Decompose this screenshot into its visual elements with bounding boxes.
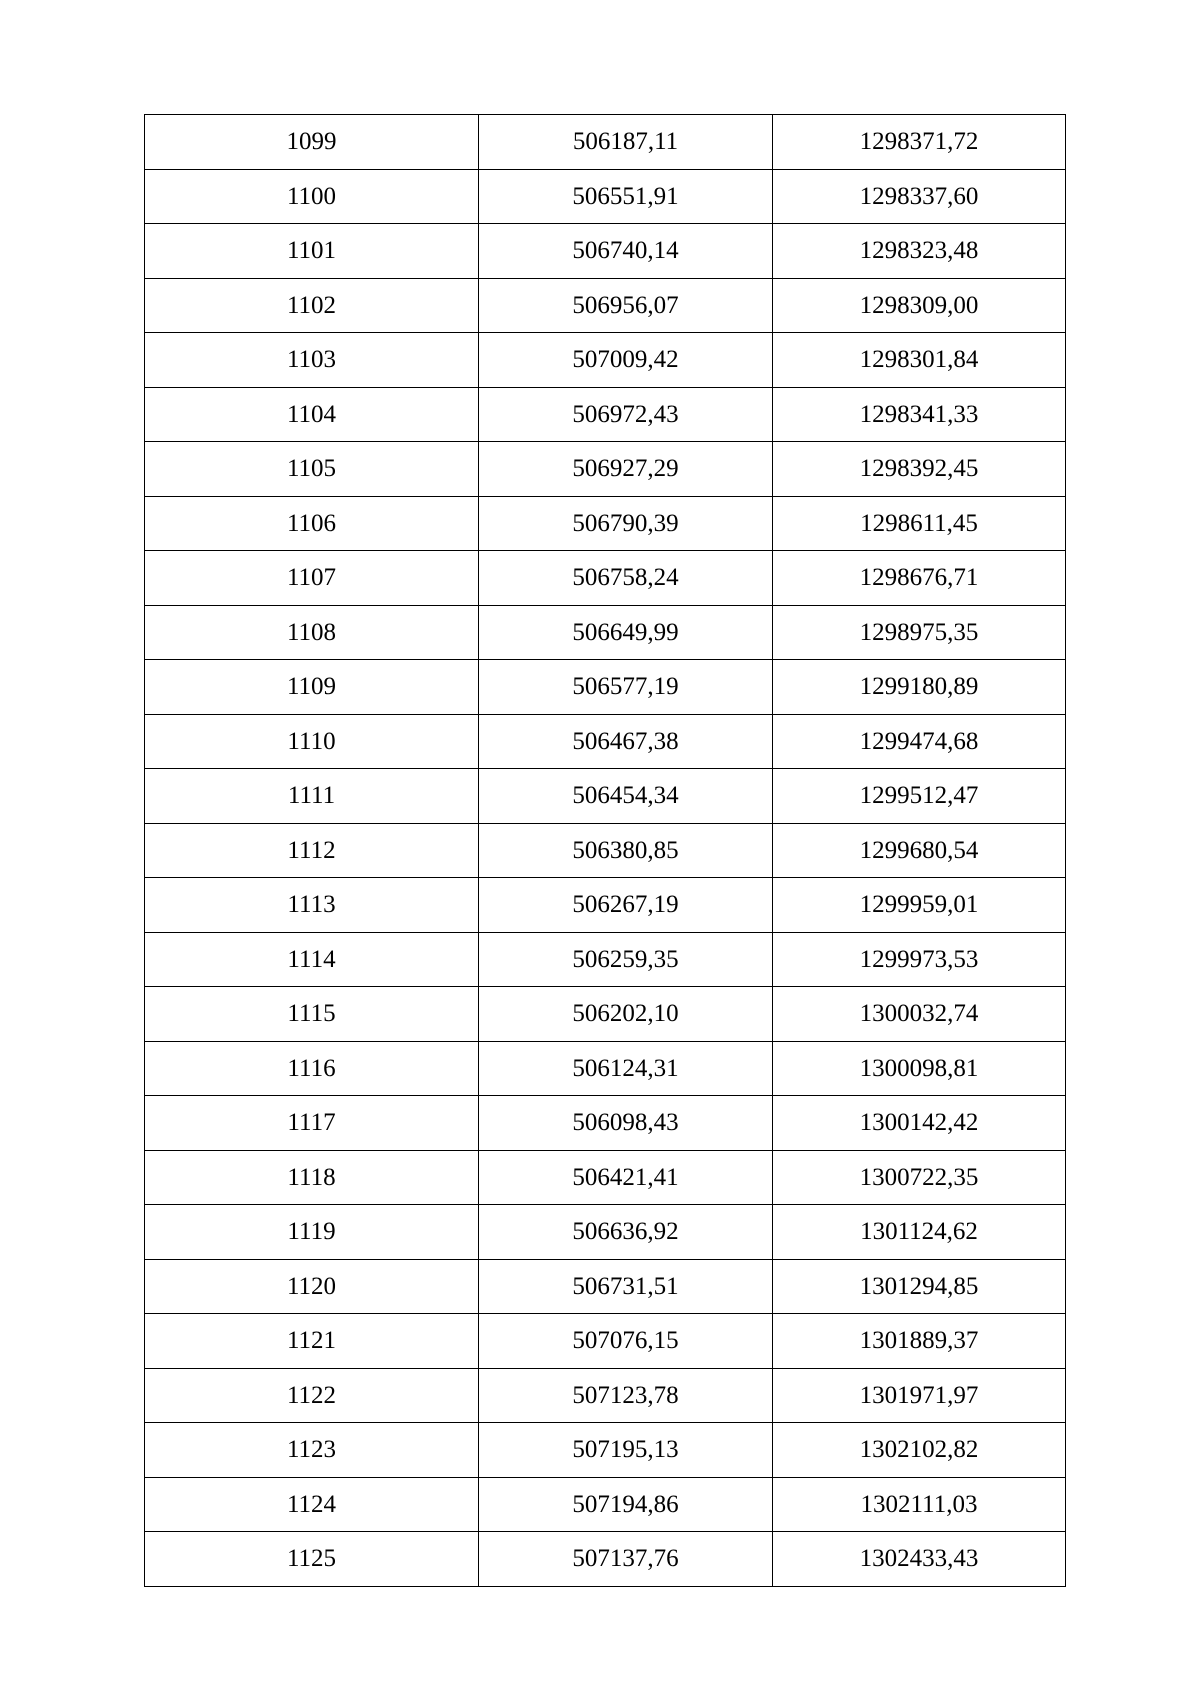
point-number-cell: 1117 <box>145 1096 479 1151</box>
point-number-cell: 1114 <box>145 932 479 987</box>
coordinates-table-body <box>145 115 1066 1587</box>
y-coordinate-cell: 1300142,42 <box>773 1096 1066 1151</box>
point-number-cell: 1109 <box>145 660 479 715</box>
y-coordinate-cell: 1299512,47 <box>773 769 1066 824</box>
table-row <box>145 714 1066 769</box>
point-number-cell: 1116 <box>145 1041 479 1096</box>
table-row <box>145 496 1066 551</box>
point-number-cell: 1119 <box>145 1205 479 1260</box>
x-coordinate-cell: 506972,43 <box>479 387 773 442</box>
point-number-cell: 1106 <box>145 496 479 551</box>
x-coordinate-cell: 506267,19 <box>479 878 773 933</box>
x-coordinate-cell: 507009,42 <box>479 333 773 388</box>
table-row <box>145 169 1066 224</box>
point-number-cell: 1111 <box>145 769 479 824</box>
table-row <box>145 932 1066 987</box>
x-coordinate-cell: 506649,99 <box>479 605 773 660</box>
x-coordinate-cell: 507123,78 <box>479 1368 773 1423</box>
table-row <box>145 1259 1066 1314</box>
y-coordinate-cell: 1300722,35 <box>773 1150 1066 1205</box>
table-row <box>145 605 1066 660</box>
point-number-cell: 1100 <box>145 169 479 224</box>
table-row <box>145 1423 1066 1478</box>
point-number-cell: 1123 <box>145 1423 479 1478</box>
x-coordinate-cell: 506380,85 <box>479 823 773 878</box>
table-row <box>145 878 1066 933</box>
table-row <box>145 115 1066 170</box>
x-coordinate-cell: 506927,29 <box>479 442 773 497</box>
y-coordinate-cell: 1299680,54 <box>773 823 1066 878</box>
table-row <box>145 1532 1066 1587</box>
point-number-cell: 1105 <box>145 442 479 497</box>
point-number-cell: 1102 <box>145 278 479 333</box>
x-coordinate-cell: 506731,51 <box>479 1259 773 1314</box>
y-coordinate-cell: 1298341,33 <box>773 387 1066 442</box>
table-row <box>145 278 1066 333</box>
y-coordinate-cell: 1300032,74 <box>773 987 1066 1042</box>
table-row <box>145 769 1066 824</box>
x-coordinate-cell: 506956,07 <box>479 278 773 333</box>
y-coordinate-cell: 1298611,45 <box>773 496 1066 551</box>
point-number-cell: 1115 <box>145 987 479 1042</box>
y-coordinate-cell: 1301971,97 <box>773 1368 1066 1423</box>
table-row <box>145 387 1066 442</box>
x-coordinate-cell: 506259,35 <box>479 932 773 987</box>
y-coordinate-cell: 1302111,03 <box>773 1477 1066 1532</box>
point-number-cell: 1125 <box>145 1532 479 1587</box>
x-coordinate-cell: 507194,86 <box>479 1477 773 1532</box>
table-row <box>145 1096 1066 1151</box>
point-number-cell: 1122 <box>145 1368 479 1423</box>
y-coordinate-cell: 1298337,60 <box>773 169 1066 224</box>
y-coordinate-cell: 1298392,45 <box>773 442 1066 497</box>
x-coordinate-cell: 506098,43 <box>479 1096 773 1151</box>
point-number-cell: 1113 <box>145 878 479 933</box>
y-coordinate-cell: 1302102,82 <box>773 1423 1066 1478</box>
point-number-cell: 1120 <box>145 1259 479 1314</box>
point-number-cell: 1118 <box>145 1150 479 1205</box>
point-number-cell: 1124 <box>145 1477 479 1532</box>
table-row <box>145 442 1066 497</box>
y-coordinate-cell: 1301124,62 <box>773 1205 1066 1260</box>
point-number-cell: 1101 <box>145 224 479 279</box>
y-coordinate-cell: 1299474,68 <box>773 714 1066 769</box>
y-coordinate-cell: 1298309,00 <box>773 278 1066 333</box>
table-row <box>145 987 1066 1042</box>
x-coordinate-cell: 506467,38 <box>479 714 773 769</box>
x-coordinate-cell: 506454,34 <box>479 769 773 824</box>
x-coordinate-cell: 506421,41 <box>479 1150 773 1205</box>
x-coordinate-cell: 506551,91 <box>479 169 773 224</box>
table-row <box>145 1041 1066 1096</box>
coordinates-table <box>144 114 1066 1587</box>
table-row <box>145 1150 1066 1205</box>
point-number-cell: 1103 <box>145 333 479 388</box>
table-row <box>145 1314 1066 1369</box>
y-coordinate-cell: 1298676,71 <box>773 551 1066 606</box>
x-coordinate-cell: 506124,31 <box>479 1041 773 1096</box>
table-row <box>145 660 1066 715</box>
y-coordinate-cell: 1298323,48 <box>773 224 1066 279</box>
x-coordinate-cell: 507137,76 <box>479 1532 773 1587</box>
x-coordinate-cell: 506740,14 <box>479 224 773 279</box>
y-coordinate-cell: 1298301,84 <box>773 333 1066 388</box>
point-number-cell: 1112 <box>145 823 479 878</box>
x-coordinate-cell: 506187,11 <box>479 115 773 170</box>
x-coordinate-cell: 507195,13 <box>479 1423 773 1478</box>
x-coordinate-cell: 506790,39 <box>479 496 773 551</box>
table-row <box>145 823 1066 878</box>
x-coordinate-cell: 506202,10 <box>479 987 773 1042</box>
y-coordinate-cell: 1299973,53 <box>773 932 1066 987</box>
table-row <box>145 1368 1066 1423</box>
x-coordinate-cell: 506758,24 <box>479 551 773 606</box>
y-coordinate-cell: 1301889,37 <box>773 1314 1066 1369</box>
y-coordinate-cell: 1299959,01 <box>773 878 1066 933</box>
table-row <box>145 224 1066 279</box>
point-number-cell: 1110 <box>145 714 479 769</box>
point-number-cell: 1121 <box>145 1314 479 1369</box>
table-row <box>145 1477 1066 1532</box>
y-coordinate-cell: 1301294,85 <box>773 1259 1066 1314</box>
point-number-cell: 1108 <box>145 605 479 660</box>
x-coordinate-cell: 507076,15 <box>479 1314 773 1369</box>
x-coordinate-cell: 506636,92 <box>479 1205 773 1260</box>
table-row <box>145 333 1066 388</box>
point-number-cell: 1104 <box>145 387 479 442</box>
y-coordinate-cell: 1299180,89 <box>773 660 1066 715</box>
table-row <box>145 1205 1066 1260</box>
table-row <box>145 551 1066 606</box>
point-number-cell: 1107 <box>145 551 479 606</box>
point-number-cell: 1099 <box>145 115 479 170</box>
x-coordinate-cell: 506577,19 <box>479 660 773 715</box>
y-coordinate-cell: 1300098,81 <box>773 1041 1066 1096</box>
y-coordinate-cell: 1298975,35 <box>773 605 1066 660</box>
y-coordinate-cell: 1302433,43 <box>773 1532 1066 1587</box>
y-coordinate-cell: 1298371,72 <box>773 115 1066 170</box>
